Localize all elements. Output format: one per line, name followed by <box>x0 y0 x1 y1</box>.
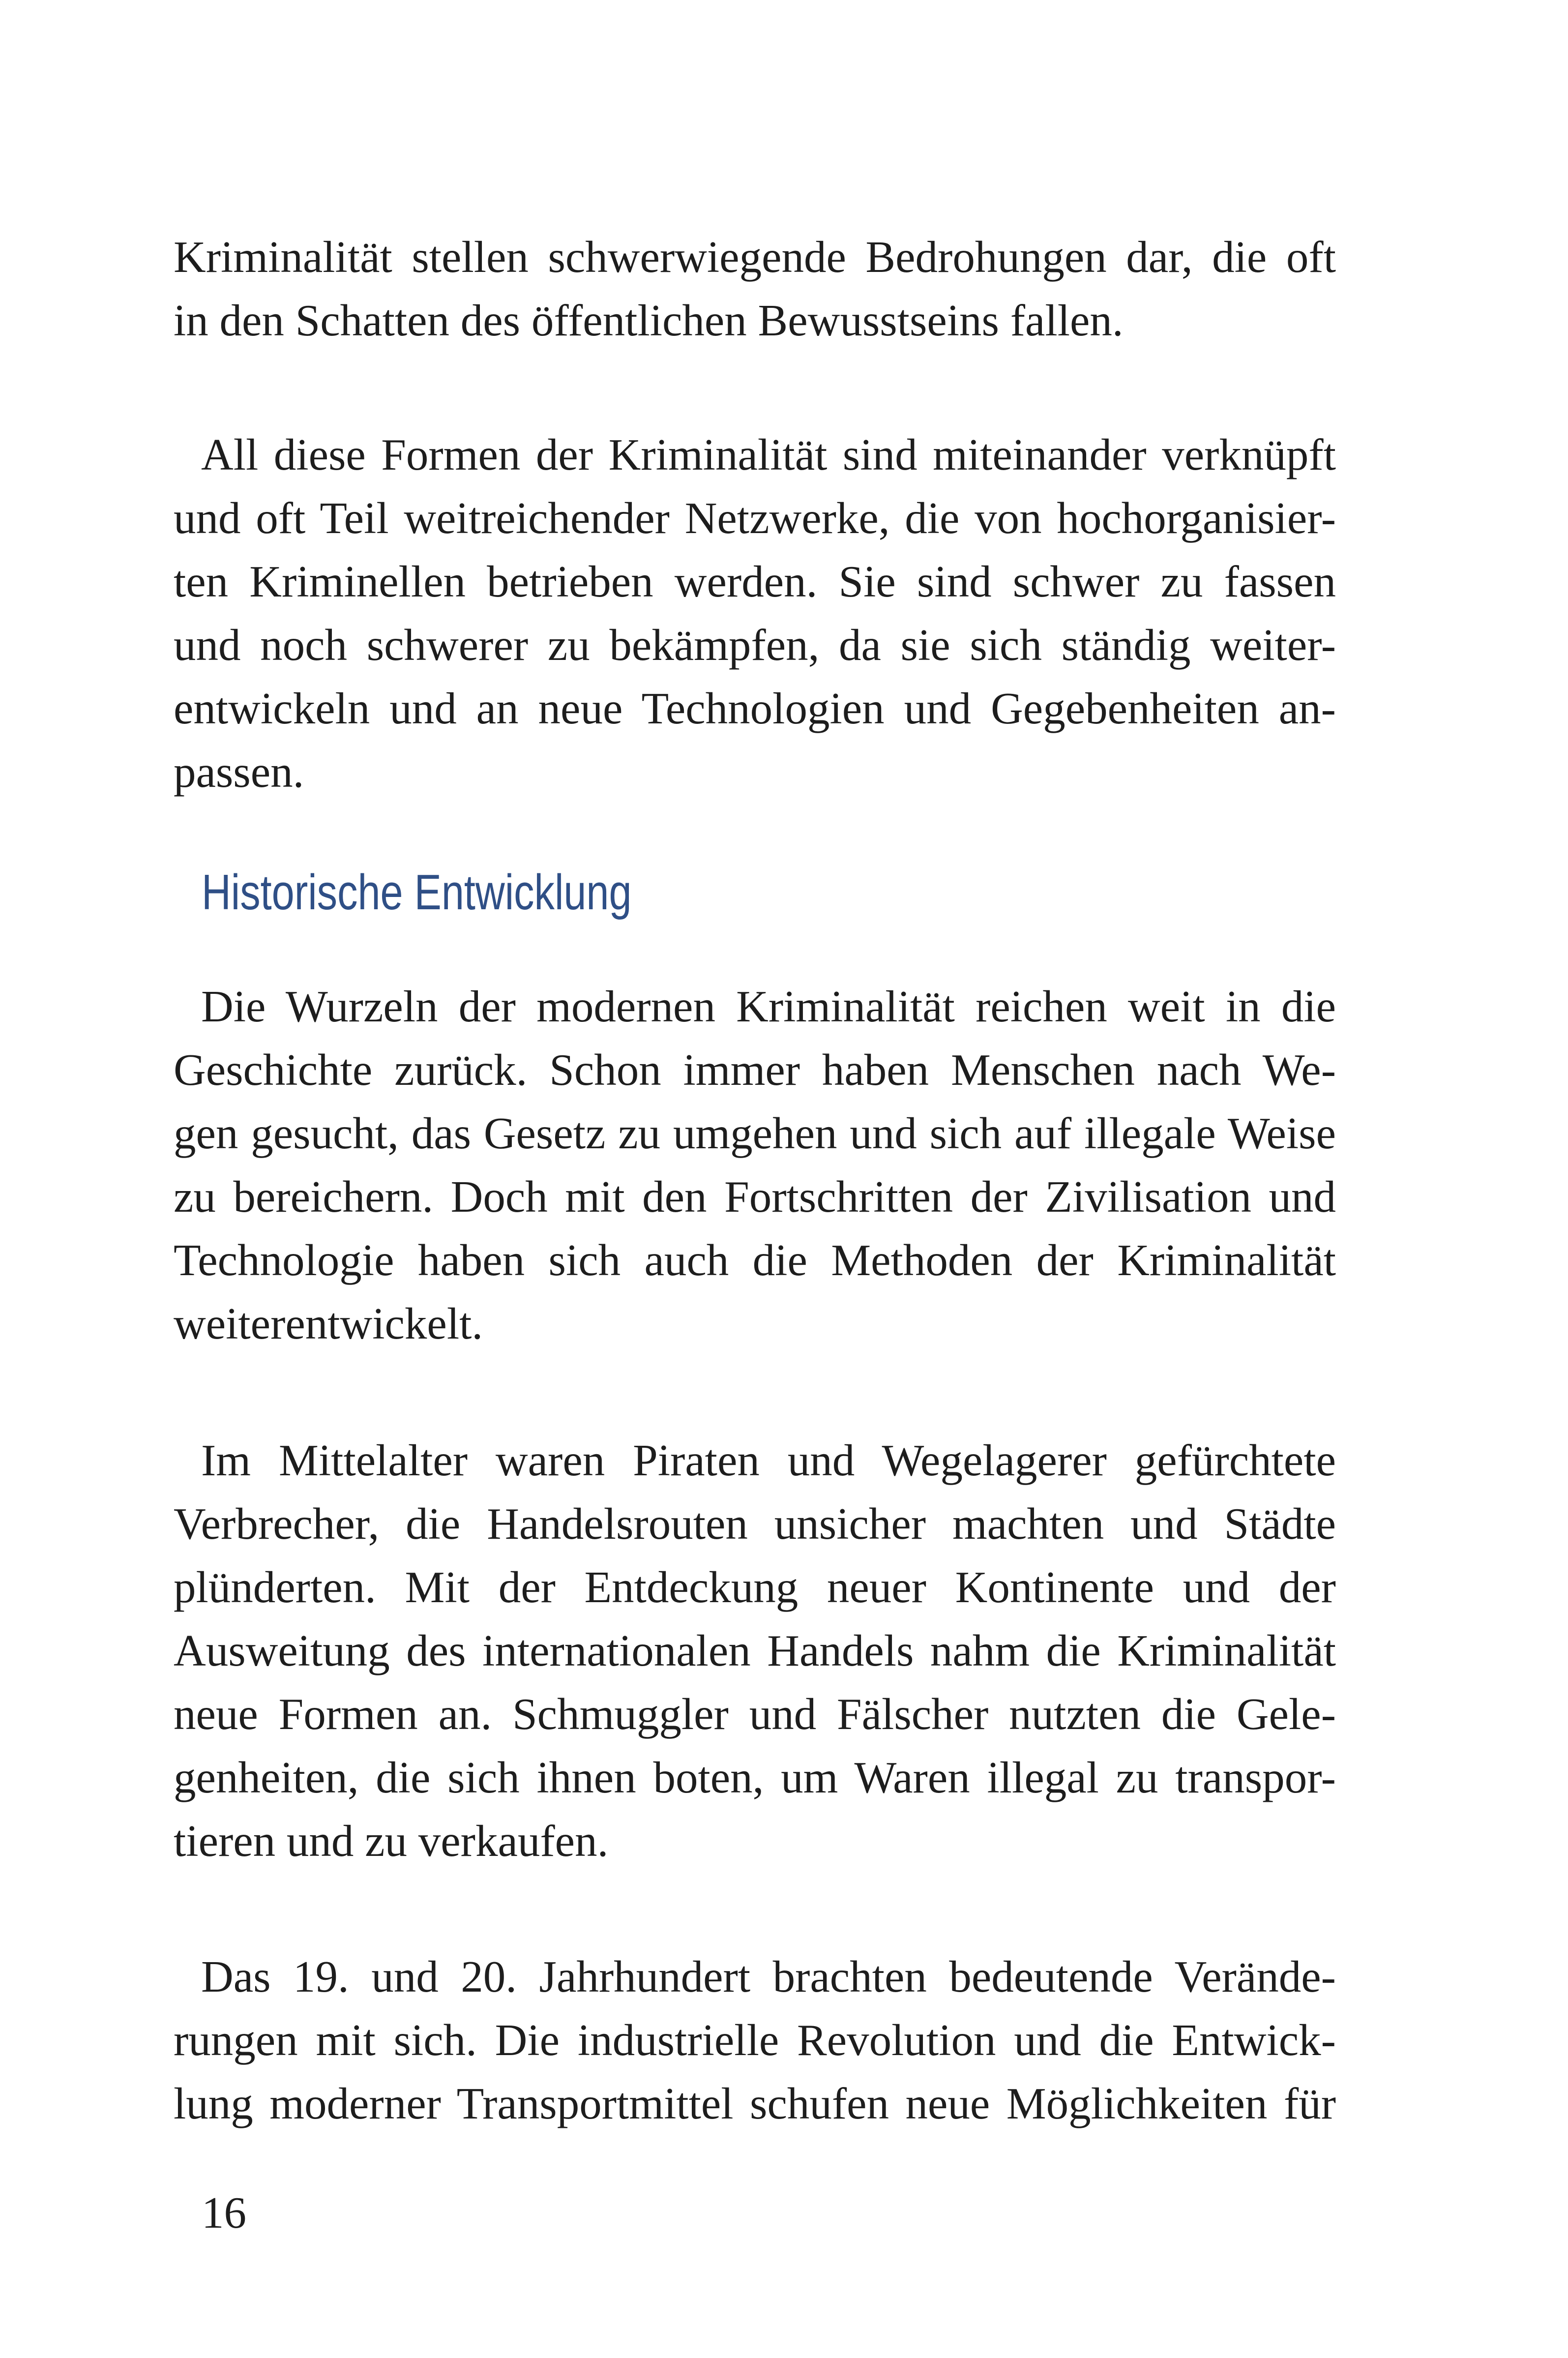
paragraph-middle-ages <box>174 1429 1336 1873</box>
text-line: entwickeln und an neue Technologien und Gegebenheiten an- <box>174 684 1336 733</box>
text-line: neue Formen an. Schmuggler und Fälscher nutzten die Gele- <box>174 1689 1336 1739</box>
text-line: ten Kriminellen betrieben werden. Sie sind schwer zu fassen <box>174 557 1336 606</box>
text-line: in den Schatten des öffentlichen Bewusstseins fallen. <box>174 296 1124 345</box>
text-line: tieren und zu verkaufen. <box>174 1816 609 1866</box>
paragraph-industrial-era <box>174 1945 1336 2135</box>
text-line: passen. <box>174 747 304 797</box>
text-line: zu bereichern. Doch mit den Fortschritten der Zivilisation und <box>174 1172 1336 1222</box>
text-line: Technologie haben sich auch die Methoden der Kriminalität <box>174 1235 1336 1285</box>
text-line: Verbrecher, die Handelsrouten unsicher machten und Städte <box>174 1499 1336 1549</box>
paragraph-networks <box>174 423 1336 804</box>
text-line: plünderten. Mit der Entdeckung neuer Kontinente und der <box>174 1562 1336 1612</box>
page-number: 16 <box>202 2188 246 2238</box>
text-line: Das 19. und 20. Jahrhundert brachten bedeutende Verände- <box>201 1952 1336 2001</box>
text-line: Die Wurzeln der modernen Kriminalität reichen weit in die <box>201 982 1336 1031</box>
text-line: Geschichte zurück. Schon immer haben Menschen nach We- <box>174 1045 1336 1095</box>
text-line: gen gesucht, das Gesetz zu umgehen und sich auf illegale Weise <box>174 1108 1336 1158</box>
text-line: Im Mittelalter waren Piraten und Wegelagerer gefürchtete <box>201 1435 1336 1485</box>
text-line: und noch schwerer zu bekämpfen, da sie sich ständig weiter- <box>174 620 1336 670</box>
text-line: rungen mit sich. Die industrielle Revolution und die Entwick- <box>174 2015 1336 2065</box>
text-line: All diese Formen der Kriminalität sind miteinander verknüpft <box>201 430 1336 479</box>
text-line: genheiten, die sich ihnen boten, um Waren illegal zu transpor- <box>174 1753 1336 1802</box>
paragraph-continuation <box>174 225 1336 352</box>
text-line: Kriminalität stellen schwerwiegende Bedrohungen dar, die oft <box>174 232 1336 282</box>
text-line: weiterentwickelt. <box>174 1299 483 1348</box>
text-line: Ausweitung des internationalen Handels nahm die Kriminalität <box>174 1626 1336 1675</box>
paragraph-roots <box>174 975 1336 1355</box>
section-heading: Historische Entwicklung <box>202 865 632 920</box>
text-line: lung moderner Transportmittel schufen neue Möglichkeiten für <box>174 2079 1336 2128</box>
text-line: und oft Teil weitreichender Netzwerke, die von hochorganisier- <box>174 493 1336 543</box>
